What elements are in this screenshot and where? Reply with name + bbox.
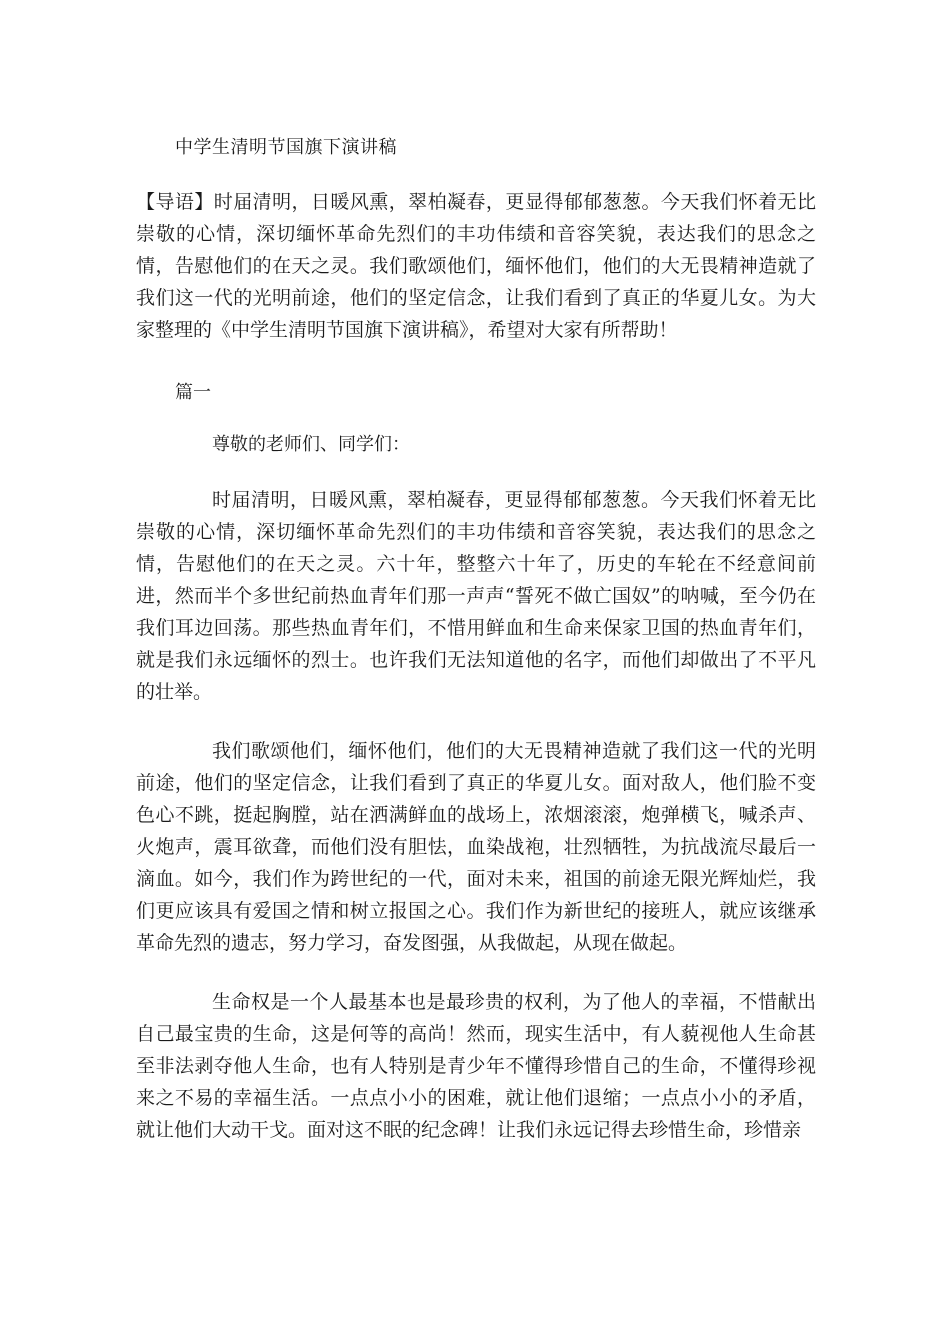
intro-paragraph: 【导语】时届清明，日暖风熏，翠柏凝春，更显得郁郁葱葱。今天我们怀着无比崇敬的心情，深切缅怀革命先烈们的丰功伟绩和音容笑貌，表达我们的思念之情，告慰他们的在天之灵。我们歌颂他们，缅怀他们，他们的大无畏精神造就了我们这一代的光明前途，他们的坚定信念，让我们看到了真正的华夏儿女。为大家整理的《中学生清明节国旗下演讲稿》，希望对大家有所帮助！ — [136, 191, 816, 341]
section-heading: 篇一 — [175, 382, 211, 403]
body-paragraph-3: 生命权是一个人最基本也是最珍贵的权利，为了他人的幸福，不惜献出自己最宝贵的生命，这是何等的高尚！然而，现实生活中，有人藐视他人生命甚至非法剥夺他人生命，也有人特别是青少年不懂得珍惜自己的生命，不懂得珍视来之不易的幸福生活。一点点小小的困难，就让他们退缩；一点点小小的矛盾，就让他们大动干戈。面对这不眠的纪念碑！让我们永远记得去珍惜生命，珍惜亲 — [136, 991, 816, 1141]
document-title: 中学生清明节国旗下演讲稿 — [175, 137, 397, 158]
salutation: 尊敬的老师们、同学们： — [212, 434, 410, 455]
body-paragraph-2: 我们歌颂他们，缅怀他们，他们的大无畏精神造就了我们这一代的光明前途，他们的坚定信念，让我们看到了真正的华夏儿女。面对敌人，他们脸不变色心不跳，挺起胸膛，站在洒满鲜血的战场上，浓烟滚滚，炮弹横飞，喊杀声、火炮声，震耳欲聋，而他们没有胆怯，血染战袍，壮烈牺牲，为抗战流尽最后一滴血。如今，我们作为跨世纪的一代，面对未来，祖国的前途无限光辉灿烂，我们更应该具有爱国之情和树立报国之心。我们作为新世纪的接班人，就应该继承革命先烈的遗志，努力学习，奋发图强，从我做起，从现在做起。 — [136, 740, 816, 954]
body-paragraph-1: 时届清明，日暖风熏，翠柏凝春，更显得郁郁葱葱。今天我们怀着无比崇敬的心情，深切缅怀革命先烈们的丰功伟绩和音容笑貌，表达我们的思念之情，告慰他们的在天之灵。六十年，整整六十年了，历史的车轮在不经意间前进，然而半个多世纪前热血青年们那一声声“誓死不做亡国奴”的呐喊，至今仍在我们耳边回荡。那些热血青年们，不惜用鲜血和生命来保家卫国的热血青年们，就是我们永远缅怀的烈士。也许我们无法知道他的名字，而他们却做出了不平凡的壮举。 — [136, 489, 816, 703]
